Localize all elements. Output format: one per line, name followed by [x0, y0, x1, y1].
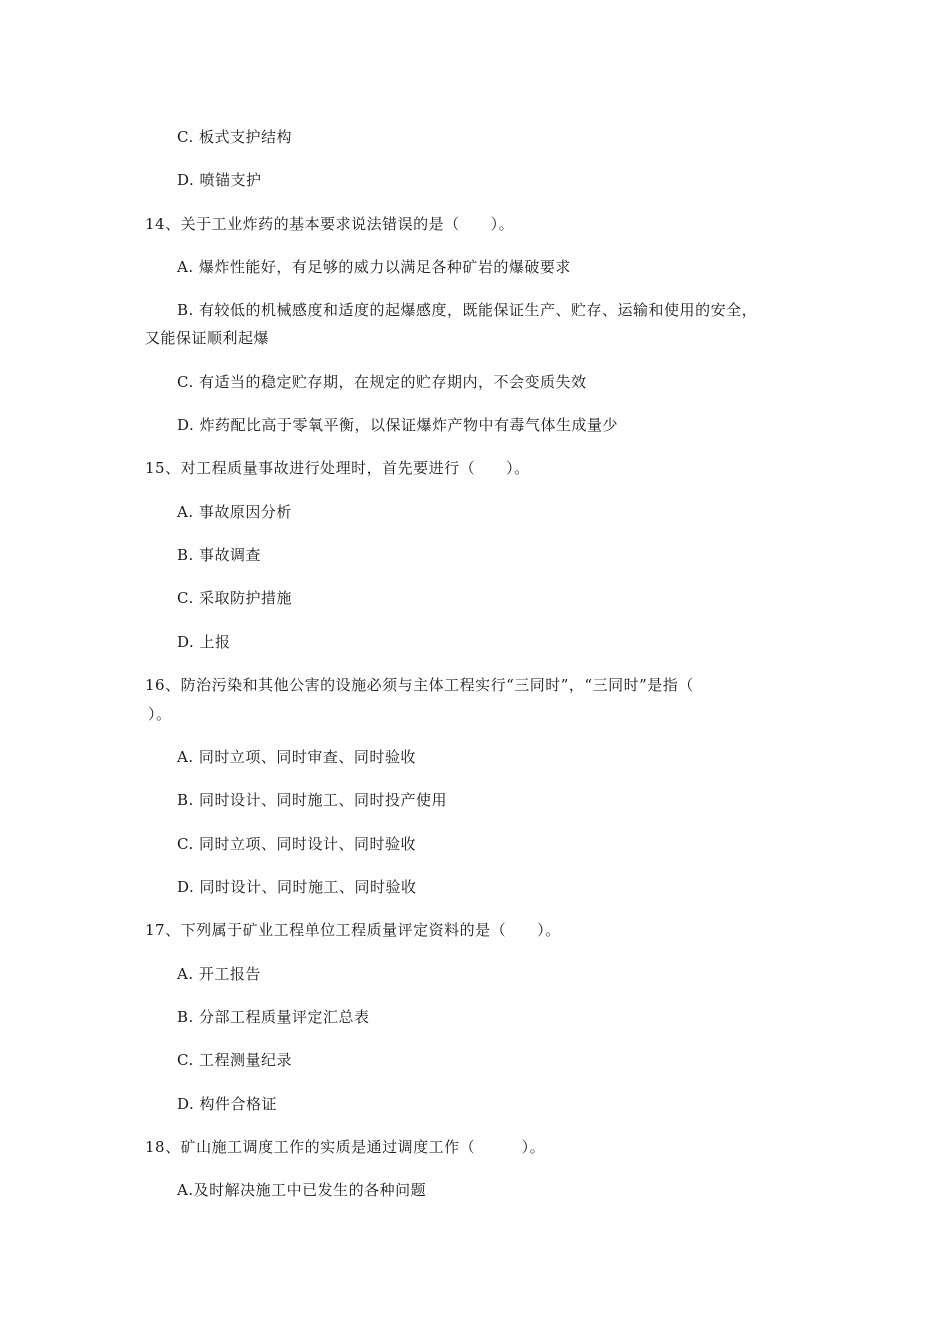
option-a-q16: A. 同时立项、同时审查、同时验收 [177, 748, 416, 766]
option-c-q17: C. 工程测量纪录 [177, 1051, 292, 1069]
option-c-q15: C. 采取防护措施 [177, 589, 292, 607]
option-a-q15: A. 事故原因分析 [177, 503, 292, 521]
question-18: 18、矿山施工调度工作的实质是通过调度工作（ ）。 [145, 1138, 546, 1156]
question-14: 14、关于工业炸药的基本要求说法错误的是（ ）。 [145, 215, 515, 233]
question-16-continued: ）。 [148, 705, 172, 723]
option-b-q16: B. 同时设计、同时施工、同时投产使用 [177, 791, 448, 809]
option-a-q14: A. 爆炸性能好，有足够的威力以满足各种矿岩的爆破要求 [177, 258, 571, 276]
option-b-q15: B. 事故调查 [177, 546, 262, 564]
option-c-q13: C. 板式支护结构 [177, 128, 292, 146]
option-a-q18: A.及时解决施工中已发生的各种问题 [177, 1181, 427, 1199]
option-d-q16: D. 同时设计、同时施工、同时验收 [177, 878, 417, 896]
option-c-q16: C. 同时立项、同时设计、同时验收 [177, 835, 416, 853]
option-c-q14: C. 有适当的稳定贮存期，在规定的贮存期内，不会变质失效 [177, 373, 587, 391]
question-15: 15、对工程质量事故进行处理时，首先要进行（ ）。 [145, 459, 530, 477]
option-d-q13: D. 喷锚支护 [177, 171, 262, 189]
question-16: 16、防治污染和其他公害的设施必须与主体工程实行“三同时”，“三同时”是指（ [145, 676, 694, 694]
option-b-q14-continued: 又能保证顺利起爆 [145, 329, 270, 347]
option-a-q17: A. 开工报告 [177, 965, 261, 983]
option-d-q14: D. 炸药配比高于零氧平衡，以保证爆炸产物中有毒气体生成量少 [177, 416, 619, 434]
option-d-q17: D. 构件合格证 [177, 1095, 278, 1113]
option-b-q17: B. 分部工程质量评定汇总表 [177, 1008, 370, 1026]
question-17: 17、下列属于矿业工程单位工程质量评定资料的是（ ）。 [145, 921, 561, 939]
option-d-q15: D. 上报 [177, 633, 231, 651]
option-b-q14: B. 有较低的机械感度和适度的起爆感度，既能保证生产、贮存、运输和使用的安全， [177, 301, 758, 319]
